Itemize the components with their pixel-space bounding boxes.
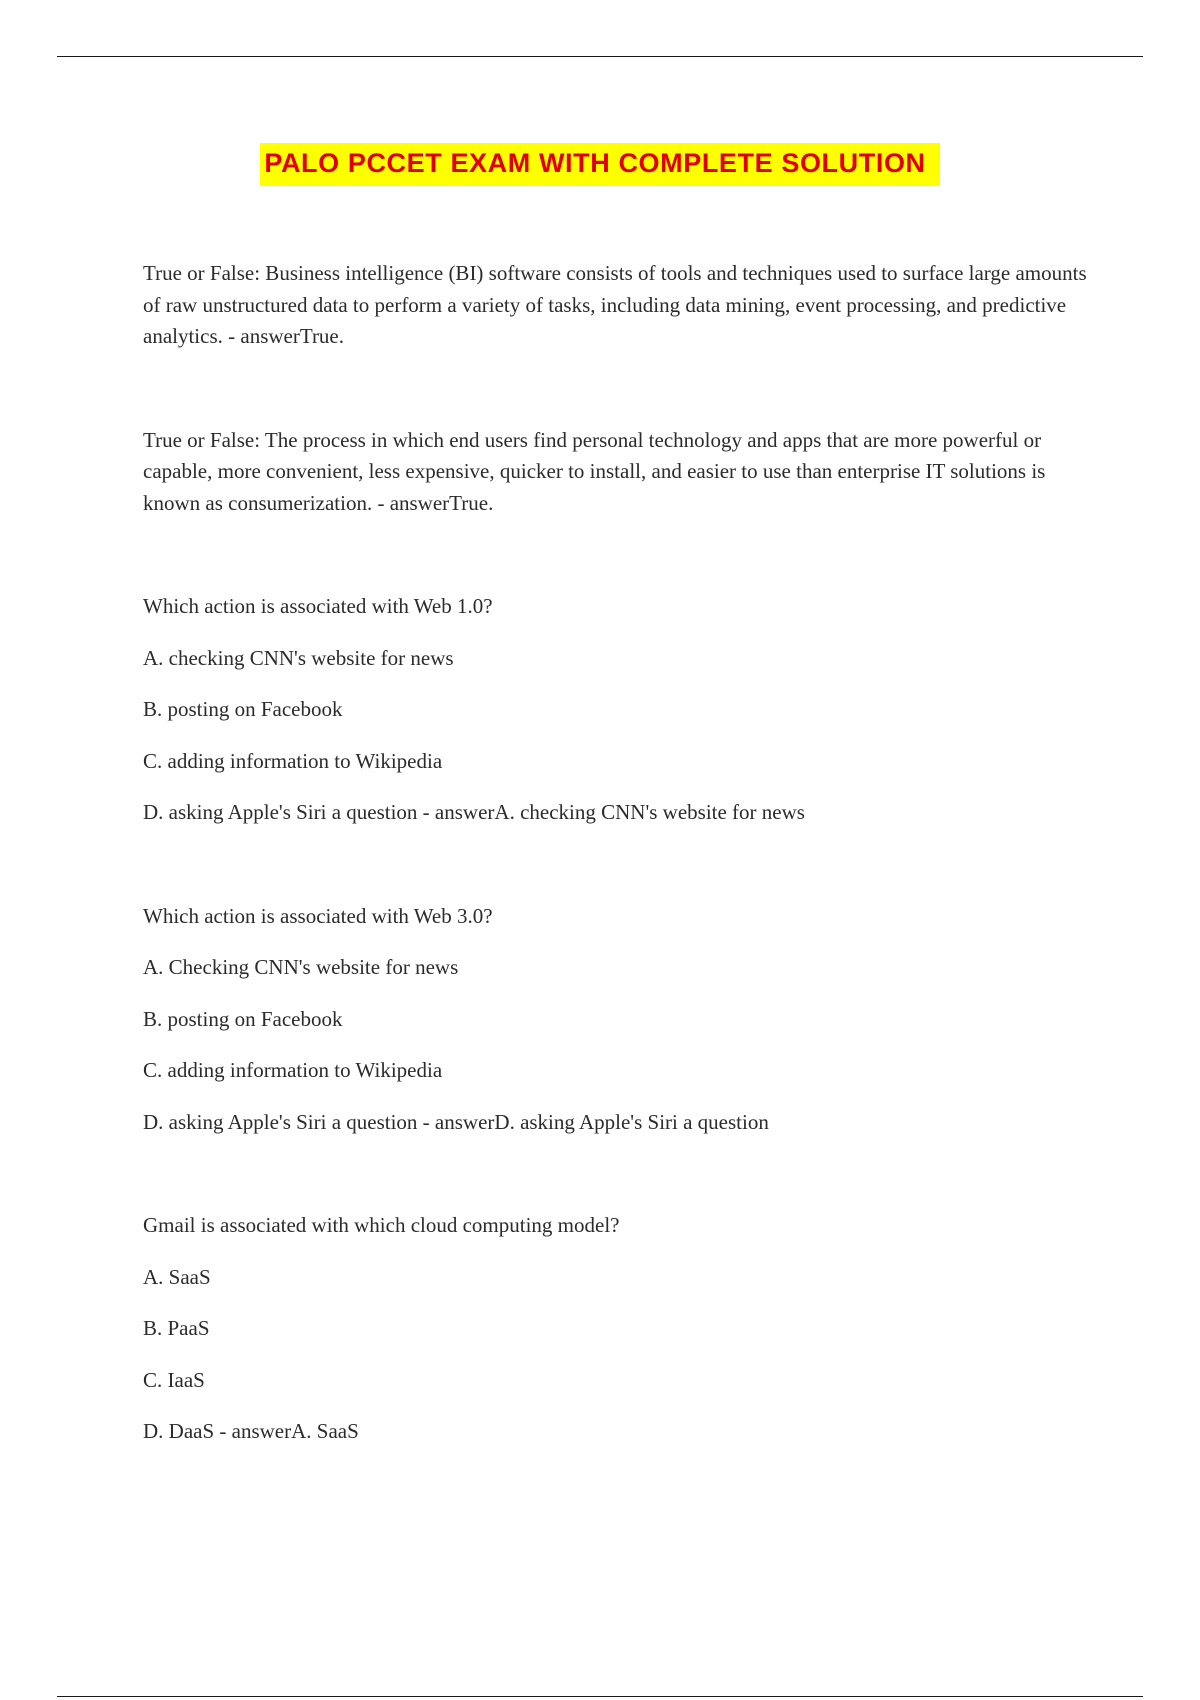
option-a: A. Checking CNN's website for news xyxy=(143,955,459,979)
option-b: B. PaaS xyxy=(143,1316,210,1340)
question-text: True or False: The process in which end users find personal technology and apps that are more powerful or capable, more convenient, less expensive, quicker to install, and easier to use than enterprise IT solutions is known as consumerization. - answerTrue. xyxy=(143,427,1046,515)
question-text: Which action is associated with Web 3.0? xyxy=(143,903,493,928)
question-text: True or False: Business intelligence (BI) software consists of tools and techniques used to surface large amounts of raw unstructured data to perform a variety of tasks, including data mining, event processing, and predictive analytics. - answerTrue. xyxy=(143,261,1087,348)
option-d-with-answer: D. DaaS - answerA. SaaS xyxy=(143,1419,359,1443)
top-rule xyxy=(57,56,1143,57)
bottom-rule xyxy=(57,1696,1143,1697)
true-false-question-2 xyxy=(143,425,1098,520)
option-c: C. adding information to Wikipedia xyxy=(143,1058,443,1082)
true-false-question-1 xyxy=(143,258,1098,353)
multiple-choice-question-2 xyxy=(143,901,1098,1139)
title-wrap xyxy=(0,143,1200,186)
option-a: A. checking CNN's website for news xyxy=(143,645,454,670)
option-c: C. IaaS xyxy=(143,1367,205,1392)
option-b: B. posting on Facebook xyxy=(143,697,343,721)
option-a: A. SaaS xyxy=(143,1264,211,1289)
option-c: C. adding information to Wikipedia xyxy=(143,748,443,773)
multiple-choice-question-3 xyxy=(143,1210,1098,1448)
option-b: B. posting on Facebook xyxy=(143,1006,343,1031)
question-text: Which action is associated with Web 1.0? xyxy=(143,594,493,618)
document-body xyxy=(143,258,1098,1448)
option-d-with-answer: D. asking Apple's Siri a question - answerD. asking Apple's Siri a question xyxy=(143,1109,769,1134)
question-text: Gmail is associated with which cloud computing model? xyxy=(143,1213,620,1237)
option-d-with-answer: D. asking Apple's Siri a question - answerA. checking CNN's website for news xyxy=(143,800,805,824)
document-title: PALO PCCET EXAM WITH COMPLETE SOLUTION xyxy=(260,143,939,186)
multiple-choice-question-1 xyxy=(143,591,1098,829)
